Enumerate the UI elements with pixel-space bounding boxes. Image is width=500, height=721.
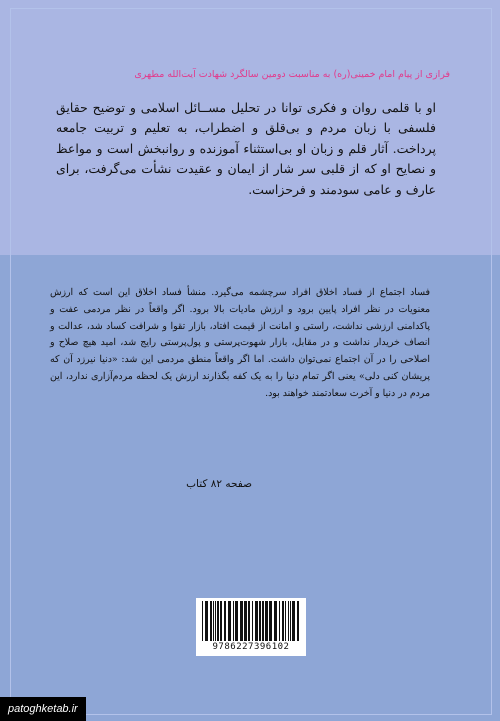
cover-subtitle: فرازی از پیام امام خمینی(ره) به مناسبت دومین سالگرد شهادت آیت‌الله مطهری — [134, 69, 450, 80]
excerpt-paragraph: فساد اجتماع از فساد اخلاق افراد سرچشمه می‌گیرد. منشأ فساد اخلاق این است که ارزش معنویات در نظر افراد پایین برود و ارزش مادیات بالا برود. اگر واقعاً در نظر مردمی عفت و پاکدامنی ارزشی نداشت، راستی و امانت از قیمت افتاد، بازار تقوا و شرافت کساد شد، عدالت و انصاف خریدار نداشت و در مقابل، بازار شهوت‌پرستی و پول‌پرستی رایج شد، امید هیچ صلاح و اصلاحی را در آن اجتماع نمی‌توان داشت. اما اگر واقعاً منطق مردمی این شد: «دنیا نیرزد آن که پریشان کنی دلی» یعنی اگر تمام دنیا را به یک کفه بگذارند ارزش یک لحظه مردم‌آزاری ندارد، این مردم در دنیا و آخرت سعادتمند خواهند بود. — [50, 287, 430, 399]
barcode-bar — [282, 601, 284, 641]
barcode-bar — [259, 601, 261, 641]
barcode-bar — [233, 601, 234, 641]
barcode-bar — [269, 601, 272, 641]
barcode-bar — [217, 601, 219, 641]
barcode-bar — [202, 601, 203, 641]
barcode-bar — [240, 601, 243, 641]
isbn-barcode — [196, 598, 306, 656]
barcode-bar — [228, 601, 231, 641]
barcode-bar — [213, 601, 214, 641]
quote-paragraph: او با قلمی روان و فکری توانا در تحلیل مســائل اسلامی و توضیح حقایق فلسفی با زبان مردم و بی‌قلق و اضطراب، به تعلیم و تربیت جامعه پرداخت. آثار قلم و زبان او بی‌استثناء آموزنده و روانبخش است و مواعظ و نصایح او که از قلبی سر شار از ایمان و عقیدت نشأت می‌گرفت، برای عارف و عامی سودمند و فرحزاست. — [56, 100, 436, 197]
barcode-bar — [274, 601, 277, 641]
barcode-bar — [262, 601, 264, 641]
barcode-bar — [220, 601, 222, 641]
barcode-bar — [255, 601, 258, 641]
barcode-bar — [210, 601, 212, 641]
barcode-bar — [252, 601, 253, 641]
barcode-bar — [248, 601, 250, 641]
barcode-bar — [290, 601, 291, 641]
barcode-bar — [279, 601, 280, 641]
barcode-bar — [285, 601, 286, 641]
barcode-bar — [297, 601, 299, 641]
barcode-bar — [205, 601, 208, 641]
barcode-bar — [235, 601, 238, 641]
barcode-bars — [200, 601, 302, 641]
site-watermark: patoghketab.ir — [0, 697, 86, 721]
isbn-number: 9786227396102 — [212, 642, 290, 652]
barcode-bar — [215, 601, 216, 641]
page-reference: صفحه ۸۲ کتاب — [186, 478, 252, 490]
barcode-bar — [288, 601, 289, 641]
barcode-bar — [292, 601, 295, 641]
barcode-bar — [224, 601, 226, 641]
barcode-bar — [265, 601, 268, 641]
barcode-bar — [244, 601, 247, 641]
